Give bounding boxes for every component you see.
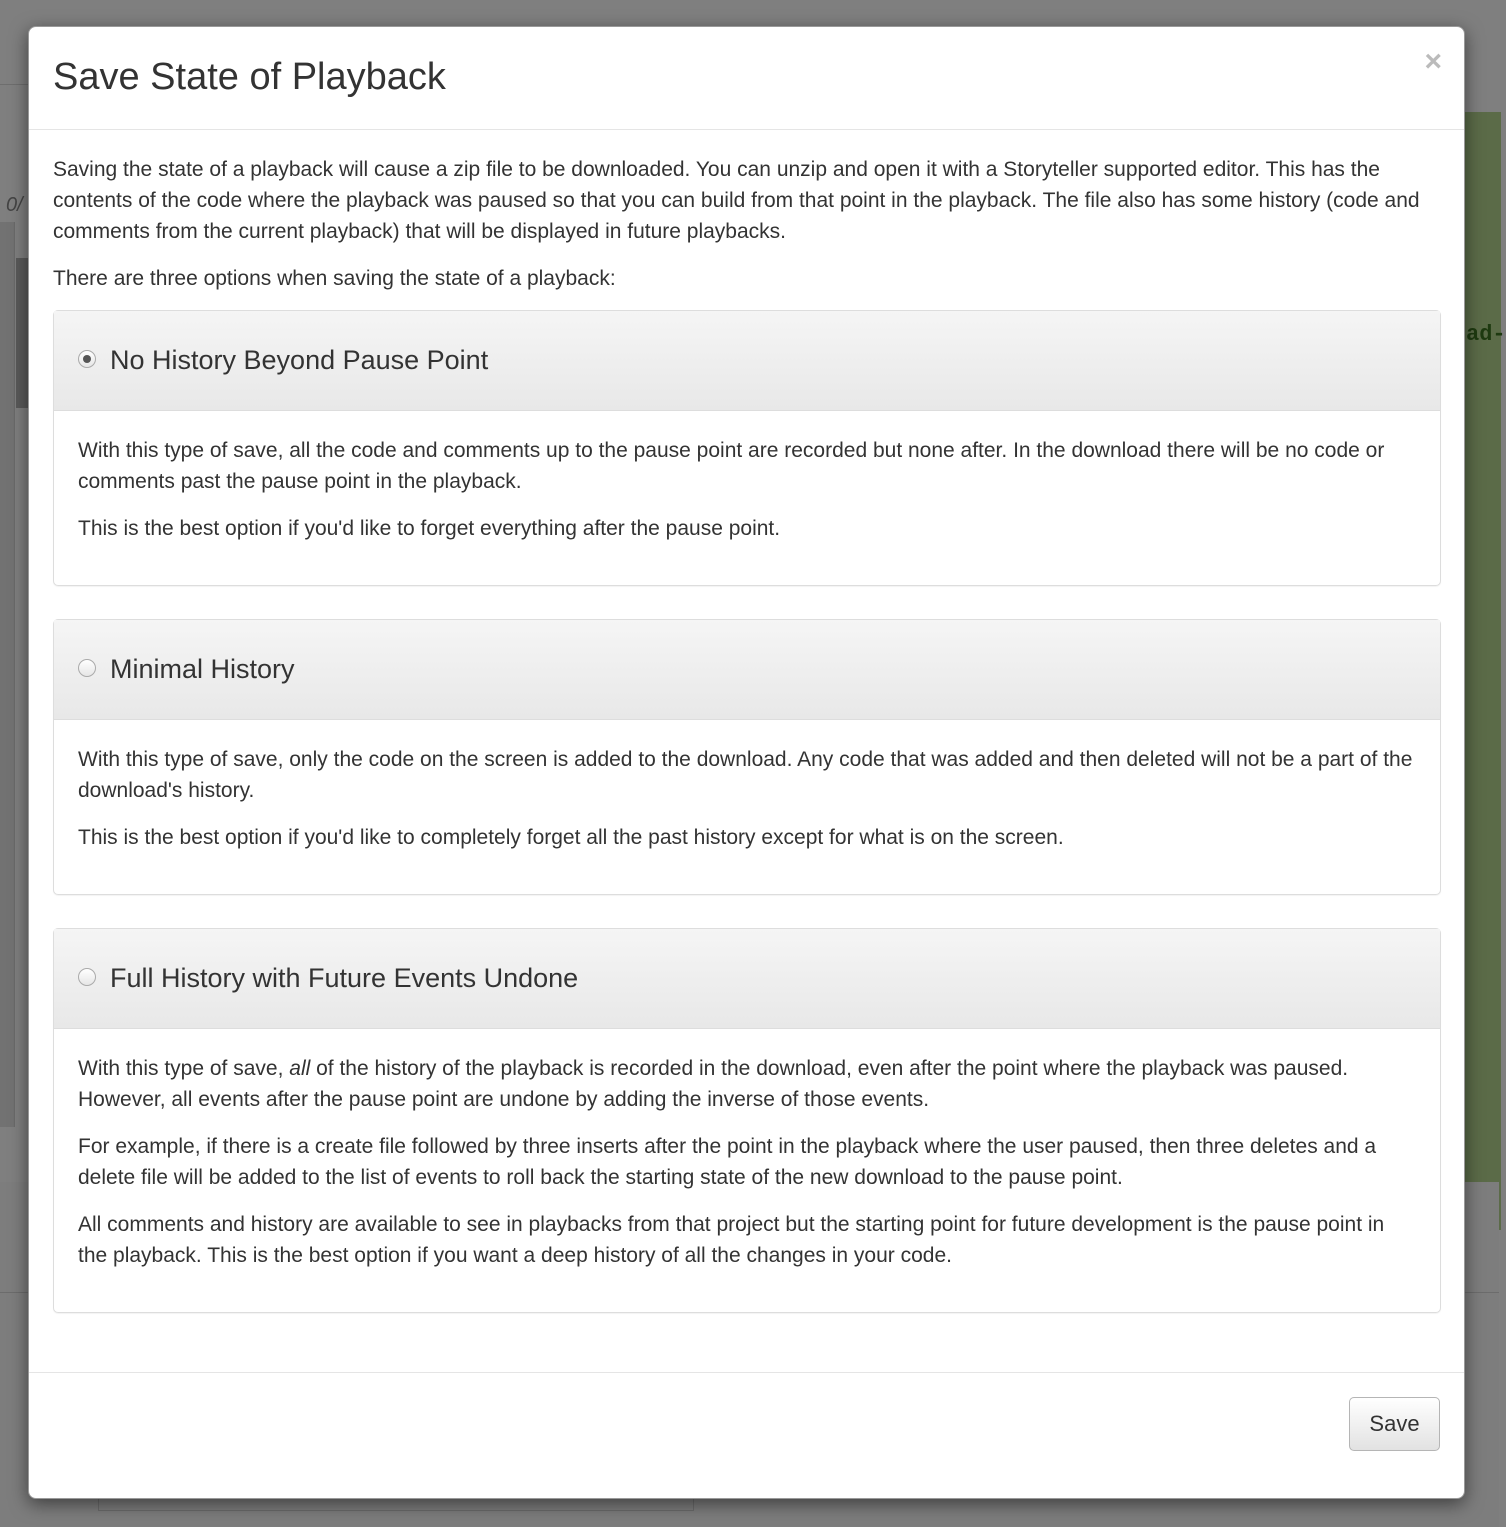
option-body-minimal-history bbox=[54, 720, 1440, 894]
radio-full-history[interactable] bbox=[78, 968, 96, 986]
modal-header bbox=[29, 27, 1464, 130]
radio-no-history[interactable] bbox=[78, 350, 96, 368]
option-label-full-history[interactable]: Full History with Future Events Undone bbox=[110, 963, 579, 993]
option-body-no-history bbox=[54, 411, 1440, 585]
option-description-start: With this type of save, bbox=[78, 1057, 290, 1080]
radio-minimal-history[interactable] bbox=[78, 659, 96, 677]
save-state-modal bbox=[28, 26, 1465, 1499]
save-button[interactable]: Save bbox=[1349, 1397, 1440, 1451]
option-recommendation: This is the best option if you'd like to forget everything after the pause point. bbox=[78, 517, 781, 540]
radio-selected-dot bbox=[83, 355, 91, 363]
modal-footer bbox=[29, 1372, 1464, 1498]
option-description: With this type of save, only the code on the screen is added to the download. Any code that was added and then deleted will not be a part of the download's history. bbox=[78, 748, 1413, 802]
option-panel-full-history bbox=[53, 928, 1441, 1313]
options-intro-text: There are three options when saving the state of a playback: bbox=[53, 267, 616, 290]
option-description bbox=[78, 1053, 1416, 1115]
option-description-emphasis: all bbox=[289, 1057, 311, 1080]
option-description: With this type of save, all the code and comments up to the pause point are recorded but none after. In the download there will be no code or comments past the pause point in the playback. bbox=[78, 439, 1385, 493]
option-panel-minimal-history bbox=[53, 619, 1441, 895]
background-left-panel bbox=[0, 222, 15, 1127]
background-scrollbar bbox=[16, 258, 28, 408]
option-recommendation: All comments and history are available to see in playbacks from that project but the starting point for future development is the pause point in the playback. This is the best option if you want a deep history of all the changes in your code. bbox=[78, 1213, 1385, 1267]
background-code-fragment: ad- bbox=[1466, 322, 1506, 347]
option-description-end: of the history of the playback is recorded in the download, even after the point where the playback was paused. However, all events after the pause point are undone by adding the inverse of those events. bbox=[78, 1057, 1349, 1111]
option-label-minimal-history[interactable]: Minimal History bbox=[110, 654, 295, 684]
option-recommendation: This is the best option if you'd like to completely forget all the past history except for what is on the screen. bbox=[78, 826, 1064, 849]
option-heading-minimal-history[interactable] bbox=[54, 620, 1440, 720]
background-left-text: 0/ bbox=[6, 194, 23, 216]
modal-body bbox=[53, 154, 1441, 1346]
option-panel-no-history bbox=[53, 310, 1441, 586]
option-body-full-history bbox=[54, 1029, 1440, 1312]
option-label-no-history[interactable]: No History Beyond Pause Point bbox=[110, 345, 489, 375]
option-example: For example, if there is a create file followed by three inserts after the point in the playback where the user paused, then three deletes and a delete file will be added to the list of events to roll back the starting state of the new download to the pause point. bbox=[78, 1135, 1377, 1189]
option-heading-no-history[interactable] bbox=[54, 311, 1440, 411]
option-heading-full-history[interactable] bbox=[54, 929, 1440, 1029]
intro-text: Saving the state of a playback will cause a zip file to be downloaded. You can unzip and open it with a Storyteller supported editor. This has the contents of the code where the playback was paused so that you can build from that point in the playback. The file also has some history (code and comments from the current playback) that will be displayed in future playbacks. bbox=[53, 158, 1420, 243]
modal-title: Save State of Playback bbox=[53, 56, 446, 98]
background-divider bbox=[0, 84, 30, 85]
close-icon[interactable]: × bbox=[1424, 45, 1442, 78]
